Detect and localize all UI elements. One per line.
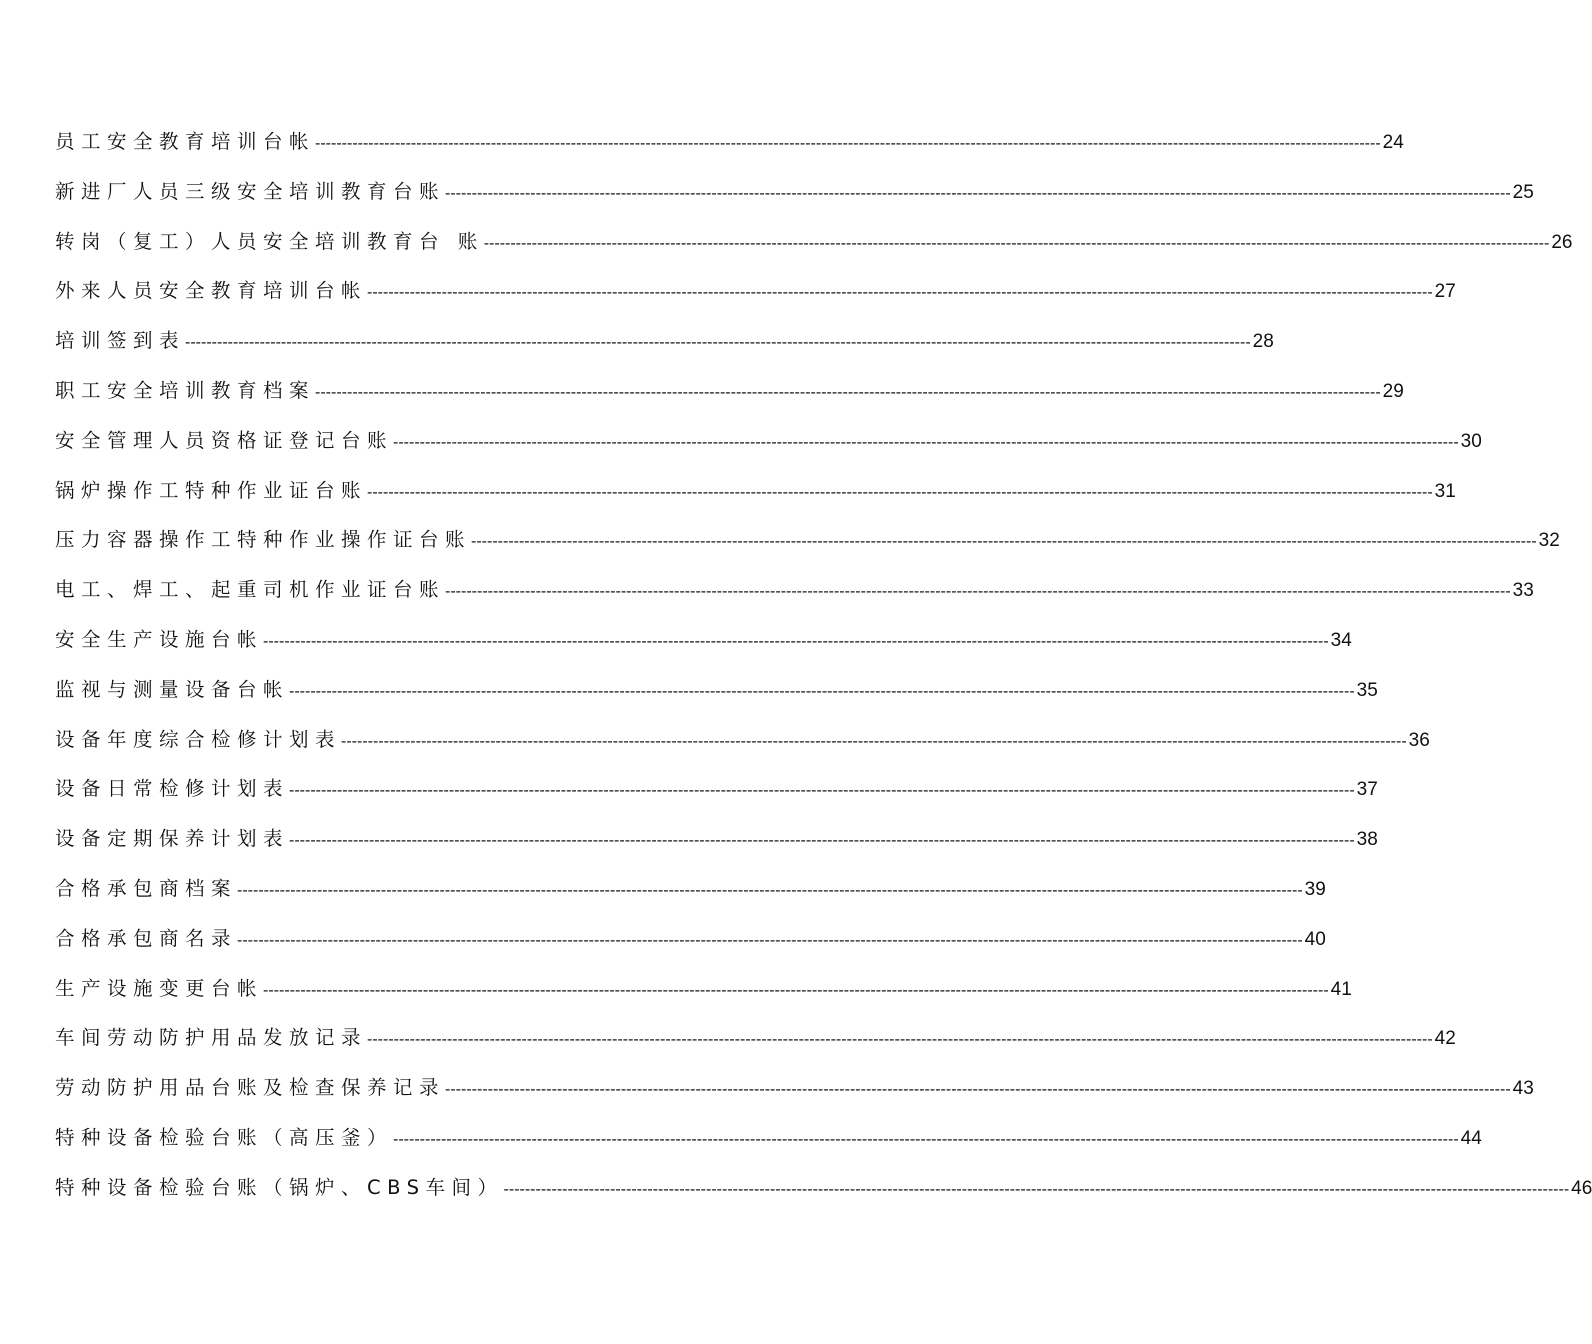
- toc-entry-title: 监视与测量设备台帐: [55, 677, 290, 701]
- toc-entry-page: 40: [1304, 928, 1326, 950]
- toc-entry-page: 36: [1408, 729, 1430, 751]
- toc-entry-title: 车间劳动防护用品发放记录: [55, 1026, 368, 1050]
- toc-dot-leader: --------------------------------------------------------------------------------------------------------------------------------------------------------------------------------------------------------: [289, 682, 1355, 700]
- toc-dot-leader: --------------------------------------------------------------------------------------------------------------------------------------------------------------------------------------------------------: [315, 383, 1381, 401]
- toc-entry-title: 压力容器操作工特种作业操作证台账: [55, 528, 472, 552]
- toc-entry-title: 生产设施变更台帐: [55, 976, 264, 1000]
- toc-entry: [55, 275, 1456, 325]
- toc-entry: [55, 176, 1534, 226]
- toc-entry-page: 30: [1460, 430, 1482, 452]
- toc-entry-page: 24: [1382, 132, 1404, 153]
- toc-entry-title: 员工安全教育培训台帐: [55, 130, 316, 153]
- toc-entry-page: 37: [1356, 779, 1378, 801]
- toc-entry-title: 职工安全培训教育档案: [55, 378, 316, 402]
- toc-dot-leader: --------------------------------------------------------------------------------------------------------------------------------------------------------------------------------------------------------: [263, 632, 1329, 650]
- toc-dot-leader: --------------------------------------------------------------------------------------------------------------------------------------------------------------------------------------------------------: [483, 234, 1550, 252]
- toc-entry-page: 43: [1512, 1078, 1534, 1100]
- toc-dot-leader: --------------------------------------------------------------------------------------------------------------------------------------------------------------------------------------------------------: [237, 931, 1303, 949]
- toc-entry-page: 38: [1356, 829, 1378, 851]
- toc-dot-leader: --------------------------------------------------------------------------------------------------------------------------------------------------------------------------------------------------------: [445, 1081, 1511, 1099]
- toc-entry: [55, 724, 1430, 774]
- toc-entry-title: 锅炉操作工特种作业证台账: [55, 478, 368, 502]
- toc-entry: [55, 1022, 1456, 1072]
- toc-entry-page: 32: [1538, 530, 1560, 552]
- toc-entry-title: 安全生产设施台帐: [55, 627, 264, 651]
- toc-dot-leader: --------------------------------------------------------------------------------------------------------------------------------------------------------------------------------------------------------: [445, 583, 1511, 601]
- toc-entry: [55, 226, 1573, 276]
- toc-dot-leader: --------------------------------------------------------------------------------------------------------------------------------------------------------------------------------------------------------: [393, 433, 1459, 451]
- toc-dot-leader: --------------------------------------------------------------------------------------------------------------------------------------------------------------------------------------------------------: [367, 1031, 1433, 1049]
- toc-entry-page: 33: [1512, 580, 1534, 602]
- toc-dot-leader: --------------------------------------------------------------------------------------------------------------------------------------------------------------------------------------------------------: [445, 184, 1511, 202]
- toc-entry-title: 安全管理人员资格证登记台账: [55, 428, 394, 452]
- toc-dot-leader: --------------------------------------------------------------------------------------------------------------------------------------------------------------------------------------------------------: [503, 1180, 1570, 1198]
- toc-entry-title: 合格承包商档案: [55, 876, 238, 900]
- toc-entry-page: 35: [1356, 679, 1378, 701]
- toc-entry-title: 设备年度综合检修计划表: [55, 727, 342, 751]
- toc-entry: [55, 1072, 1534, 1122]
- toc-dot-leader: --------------------------------------------------------------------------------------------------------------------------------------------------------------------------------------------------------: [367, 284, 1433, 302]
- toc-dot-leader: --------------------------------------------------------------------------------------------------------------------------------------------------------------------------------------------------------: [341, 732, 1407, 750]
- toc-dot-leader: --------------------------------------------------------------------------------------------------------------------------------------------------------------------------------------------------------: [289, 782, 1355, 800]
- toc-entry-title: 培训签到表: [55, 329, 186, 353]
- toc-dot-leader: --------------------------------------------------------------------------------------------------------------------------------------------------------------------------------------------------------: [471, 533, 1537, 551]
- toc-entry: [55, 624, 1352, 674]
- toc-entry: [55, 674, 1378, 724]
- toc-entry-title: 电工、焊工、起重司机作业证台账: [55, 578, 446, 602]
- table-of-contents: [55, 126, 1592, 1222]
- toc-dot-leader: --------------------------------------------------------------------------------------------------------------------------------------------------------------------------------------------------------: [289, 832, 1355, 850]
- toc-entry-title: 设备日常检修计划表: [55, 777, 290, 801]
- toc-entry-title: 特种设备检验台账（锅炉、CBS车间）: [55, 1175, 504, 1199]
- toc-entry: [55, 126, 1404, 176]
- toc-dot-leader: --------------------------------------------------------------------------------------------------------------------------------------------------------------------------------------------------------: [393, 1130, 1459, 1148]
- toc-entry-page: 31: [1434, 480, 1456, 502]
- toc-entry: [55, 524, 1560, 574]
- toc-entry-title: 特种设备检验台账（高压釜）: [55, 1125, 394, 1149]
- toc-entry-page: 42: [1434, 1028, 1456, 1050]
- toc-dot-leader: --------------------------------------------------------------------------------------------------------------------------------------------------------------------------------------------------------: [237, 881, 1303, 899]
- toc-entry-title: 设备定期保养计划表: [55, 827, 290, 851]
- toc-entry-title: 外来人员安全教育培训台帐: [55, 279, 368, 303]
- toc-dot-leader: --------------------------------------------------------------------------------------------------------------------------------------------------------------------------------------------------------: [263, 981, 1329, 999]
- toc-entry-page: 44: [1460, 1127, 1482, 1149]
- toc-entry: [55, 1122, 1482, 1172]
- toc-entry-title: 转岗（复工）人员安全培训教育台 账: [55, 229, 484, 253]
- toc-dot-leader: --------------------------------------------------------------------------------------------------------------------------------------------------------------------------------------------------------: [185, 334, 1251, 352]
- toc-entry-page: 27: [1434, 281, 1456, 303]
- toc-entry: [55, 425, 1482, 475]
- toc-entry-title: 新进厂人员三级安全培训教育台账: [55, 179, 446, 203]
- toc-entry-page: 41: [1330, 978, 1352, 1000]
- toc-entry: [55, 475, 1456, 525]
- toc-entry-page: 46: [1571, 1177, 1592, 1199]
- toc-entry: [55, 574, 1534, 624]
- toc-entry: [55, 773, 1378, 823]
- toc-entry: [55, 375, 1404, 425]
- toc-entry-page: 28: [1252, 331, 1274, 353]
- toc-entry-page: 34: [1330, 629, 1352, 651]
- toc-entry: [55, 325, 1274, 375]
- toc-entry: [55, 1172, 1592, 1222]
- toc-entry: [55, 923, 1326, 973]
- toc-entry-title: 劳动防护用品台账及检查保养记录: [55, 1076, 446, 1100]
- toc-entry-page: 29: [1382, 380, 1404, 402]
- toc-entry-page: 25: [1512, 181, 1534, 203]
- toc-entry-title: 合格承包商名录: [55, 926, 238, 950]
- toc-entry-page: 39: [1304, 878, 1326, 900]
- toc-entry-page: 26: [1551, 231, 1573, 253]
- toc-entry: [55, 973, 1352, 1023]
- toc-entry: [55, 873, 1326, 923]
- toc-entry: [55, 823, 1378, 873]
- toc-dot-leader: --------------------------------------------------------------------------------------------------------------------------------------------------------------------------------------------------------: [315, 135, 1381, 152]
- toc-dot-leader: --------------------------------------------------------------------------------------------------------------------------------------------------------------------------------------------------------: [367, 483, 1433, 501]
